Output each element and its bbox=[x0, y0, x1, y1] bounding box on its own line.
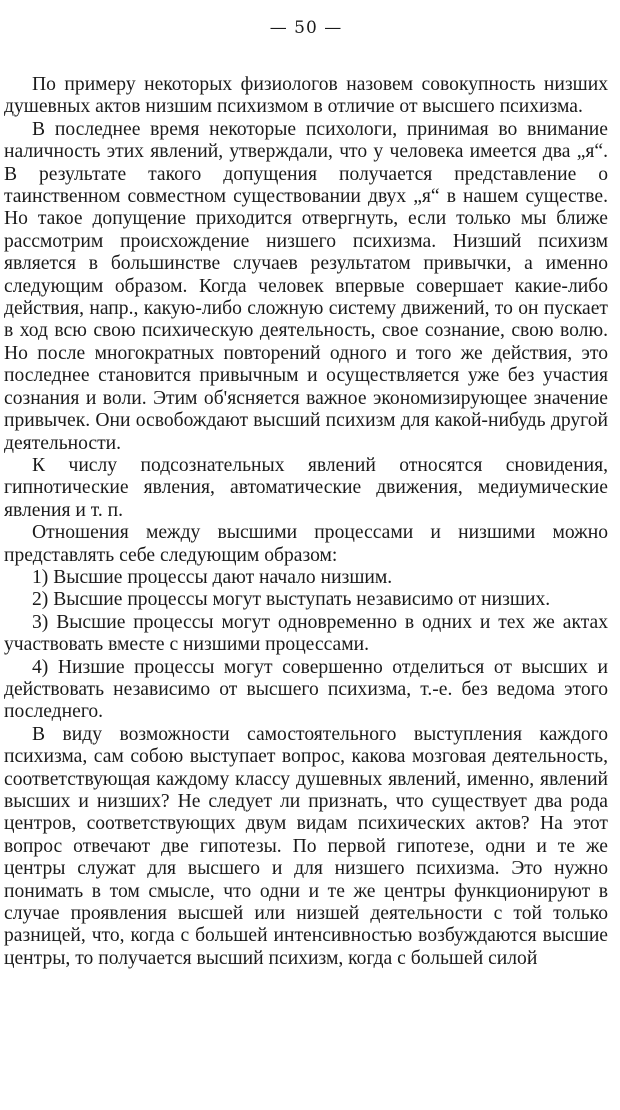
list-item-4: 4) Низшие процессы могут совершенно отделиться от высших и действовать независимо от высшего психизма, т.-е. без ведома этого последнего. bbox=[4, 656, 608, 723]
paragraph-3: К числу подсознательных явлений относятся сновидения, гипнотические явления, автоматические движения, медиумические явления и т. п. bbox=[4, 454, 608, 521]
page-number: — 50 — bbox=[269, 18, 343, 38]
list-item-3: 3) Высшие процессы могут одновременно в одних и тех же актах участвовать вместе с низшими процессами. bbox=[4, 611, 608, 656]
list-item-1: 1) Высшие процессы дают начало низшим. bbox=[32, 566, 393, 588]
paragraph-5: В виду возможности самостоятельного выступления каждого психизма, сам собою выступает вопрос, какова мозговая деятельность, соответствующая каждому классу душевных явлений, именно, явлений высших и низших? Не следует ли признать, что существует два рода центров, соответствующих двум видам психических актов? На этот вопрос отвечают две гипотезы. По первой гипотезе, одни и те же центры служат для высшего и для низшего психизма. Это нужно понимать в том смысле, что одни и те же центры функционируют в случае проявления высшей или низшей деятельности с той только разницей, что, когда с большей интенсивностью возбуждаются высшие центры, то получается высший психизм, когда с большей силой bbox=[4, 723, 608, 969]
paragraph-4: Отношения между высшими процессами и низшими можно представлять себе следующим образом: bbox=[4, 522, 608, 566]
list-item-2: 2) Высшие процессы могут выступать независимо от низших. bbox=[32, 589, 551, 611]
body-text bbox=[4, 74, 608, 970]
paragraph-1: По примеру некоторых физиологов назовем совокупность низших душевных актов низшим психизмом в отличие от высшего психизма. bbox=[4, 74, 608, 118]
paragraph-2: В последнее время некоторые психологи, принимая во внимание наличность этих явлений, утверждали, что у человека имеется два „я“. В результате такого допущения получается представление о таинственном совместном существовании двух „я“ в нашем существе. Но такое допущение приходится отвергнуть, если только мы ближе рассмотрим происхождение низшего психизма. Низший психизм является в большинстве случаев результатом привычки, а именно следующим образом. Когда человек впервые совершает какие-либо действия, напр., какую-либо сложную систему движений, то он пускает в ход всю свою психическую деятельность, свое сознание, свою волю. Но после многократных повторений одного и того же действия, это последнее становится привычным и осуществляется уже без участия сознания и воли. Этим об'ясняется важное экономизирующее значение привычек. Они освобождают высший психизм для какой-нибудь другой деятельности. bbox=[4, 118, 608, 454]
